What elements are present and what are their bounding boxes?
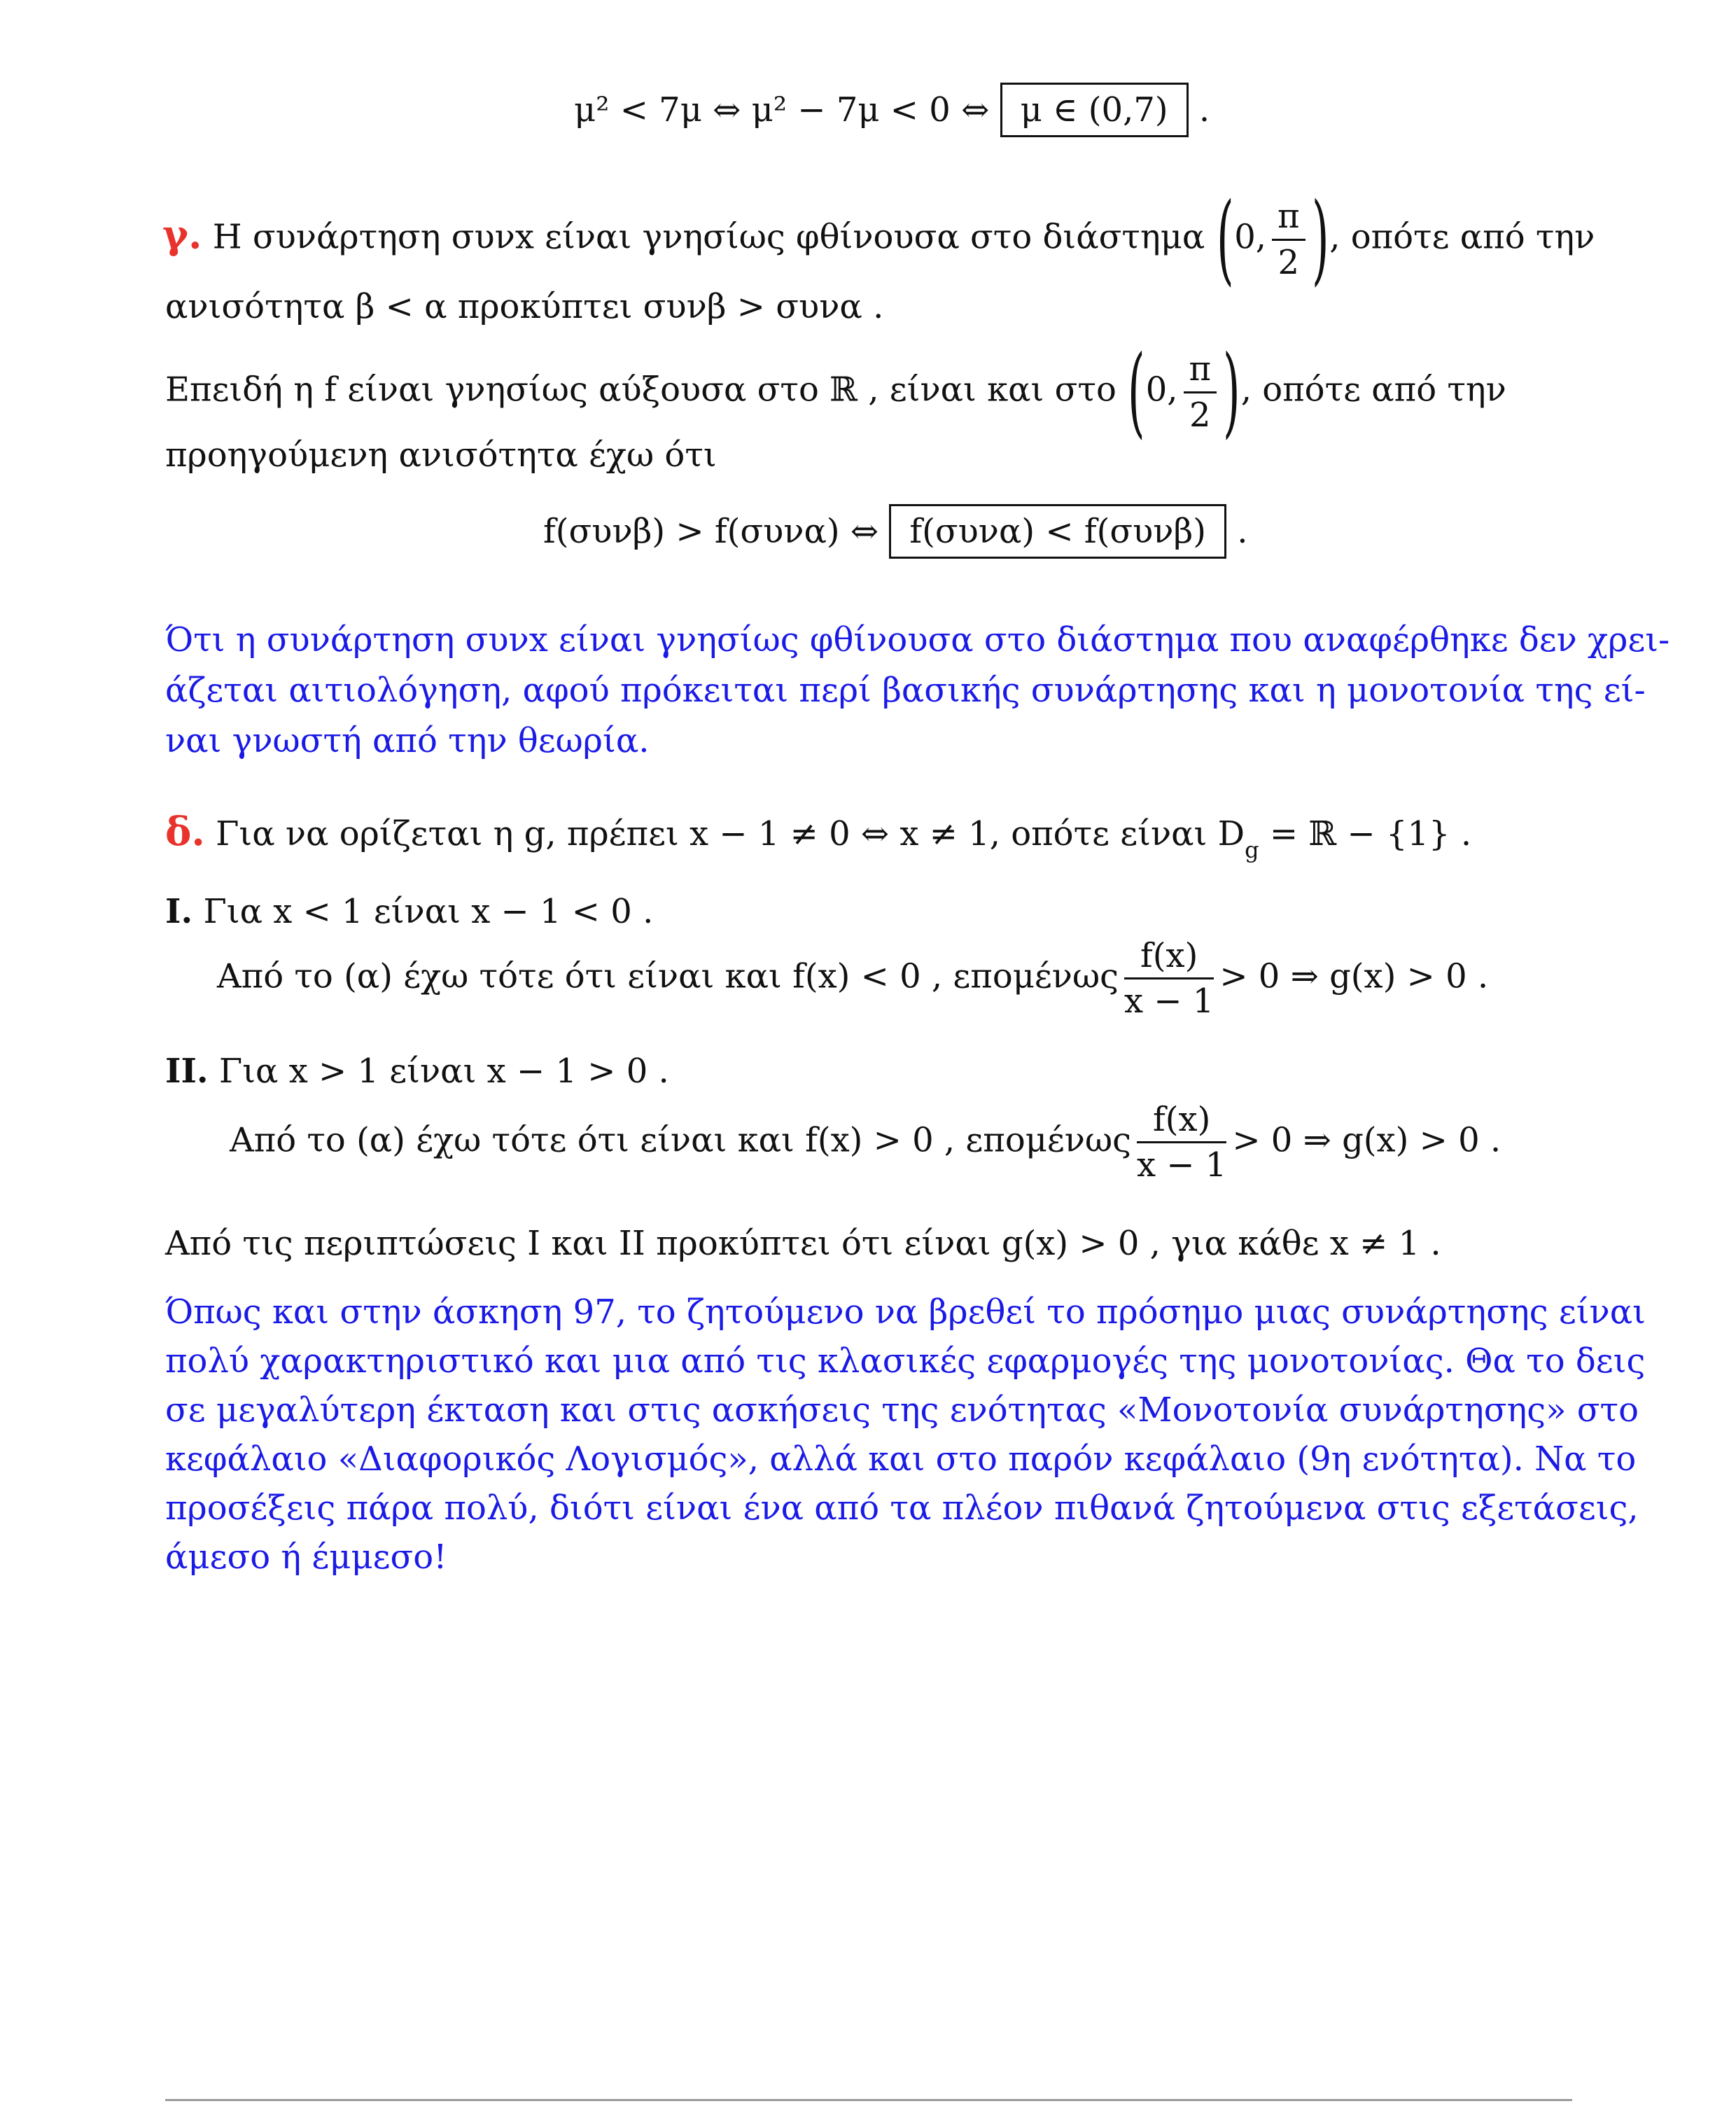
note1-line-3: ναι γνωστή από την θεωρία. [165,721,650,760]
delta-line [165,809,1472,863]
gamma-line-1 [162,182,1595,296]
note1-line-2: άζεται αιτιολόγηση, αφού πρόκειται περί βασικής συνάρτησης και η μονοτονία της εί- [165,671,1646,710]
note2-line-5: προσέξεις πάρα πολύ, διότι είναι ένα από τα πλέον πιθανά ζητούμενα στις εξετάσεις, [165,1488,1639,1528]
note2-line-3: σε μεγαλύτερη έκταση και στις ασκήσεις της ενότητας «Μονοτονία συνάρτησης» στο [165,1390,1639,1430]
fraction-denominator: x − 1 [1136,1145,1227,1185]
case1-text: Για x < 1 είναι x − 1 < 0 . [203,892,654,931]
delta-text-b: = ℝ − {1} . [1259,814,1472,853]
fraction-numerator: f(x) [1137,1102,1226,1143]
fraction-numerator: π [1184,351,1217,393]
note2-line-1: Όπως και στην άσκηση 97, το ζητούμενο να βρεθεί το πρόσημο μιας συνάρτησης είναι [165,1292,1646,1332]
note2-line-6: άμεσο ή έμμεσο! [165,1537,447,1577]
case2-label: II. [165,1052,209,1091]
epeidi-line-2: προηγούμενη ανισότητα έχω ότι [165,435,717,475]
delta-marker: δ. [165,809,205,855]
case2-line2b: > 0 ⇒ g(x) > 0 . [1232,1120,1502,1160]
footer-divider [165,2099,1572,2101]
equation-mu-range [574,83,1210,137]
interval-left: 0, [1145,370,1178,410]
fraction-pi-over-2 [1184,351,1217,433]
boxed-result-f: f(συνα) < f(συνβ) [889,504,1226,559]
equation-mu-period: . [1198,90,1210,130]
paren-close: ) [1223,335,1240,449]
fraction-denominator: 2 [1278,242,1300,282]
epeidi-line-1 [165,335,1506,449]
equation-f-prefix: f(συνβ) > f(συνα) ⇔ [543,512,879,551]
case1-line-1 [165,892,654,931]
fraction-numerator: f(x) [1124,938,1214,979]
fraction-numerator: π [1272,199,1306,240]
fraction-denominator: x − 1 [1124,982,1214,1021]
fraction-denominator: 2 [1189,395,1211,435]
epeidi-text-1a: Επειδή η f είναι γνησίως αύξουσα στο ℝ , είναι και στο [165,370,1116,410]
equation-f-ineq [543,504,1247,559]
case1-line2a: Από το (α) έχω τότε ότι είναι και f(x) < 0 , επομένως [217,956,1119,996]
gamma-text-1a: Η συνάρτηση συνx είναι γνησίως φθίνουσα στο διάστημα [212,217,1205,257]
case2-line2a: Από το (α) έχω τότε ότι είναι και f(x) > 0 , επομένως [230,1120,1131,1160]
paren-close: ) [1311,182,1329,296]
case1-label: I. [165,892,193,931]
case1-line2b: > 0 ⇒ g(x) > 0 . [1219,956,1489,996]
fraction-fx-over-x-minus-1 [1137,1102,1226,1183]
note2-line-4: κεφάλαιο «Διαφορικός Λογισμός», αλλά και στο παρόν κεφάλαιο (9η ενότητα). Να το [165,1439,1637,1479]
gamma-marker: γ. [162,211,202,258]
gamma-text-1b: , οπότε από την [1329,217,1595,257]
case2-line-1 [165,1052,669,1091]
case1-line-2 [217,938,1488,1019]
equation-f-period: . [1237,512,1248,551]
fraction-pi-over-2 [1272,199,1306,280]
note1-line-1: Ότι η συνάρτηση συνx είναι γνησίως φθίνουσα στο διάστημα που αναφέρθηκε δεν χρει- [165,620,1670,660]
case2-line-2 [230,1102,1501,1183]
equation-mu-prefix: μ² < 7μ ⇔ μ² − 7μ < 0 ⇔ [574,90,990,130]
domain-subscript: g [1245,837,1259,863]
boxed-result-mu: μ ∈ (0,7) [1000,83,1189,137]
note2-line-2: πολύ χαρακτηριστικό και μια από τις κλασικές εφαρμογές της μονοτονίας. Θα το δεις [165,1341,1646,1381]
epeidi-text-1b: , οπότε από την [1240,370,1506,410]
fraction-fx-over-x-minus-1 [1124,938,1214,1019]
case2-text: Για x > 1 είναι x − 1 > 0 . [218,1052,669,1091]
paren-open: ( [1216,182,1234,296]
gamma-line-2: ανισότητα β < α προκύπτει συνβ > συνα . [165,287,884,326]
conclusion-line: Από τις περιπτώσεις I και II προκύπτει ότι είναι g(x) > 0 , για κάθε x ≠ 1 . [165,1224,1441,1263]
interval-left: 0, [1234,217,1267,257]
delta-text-a: Για να ορίζεται η g, πρέπει x − 1 ≠ 0 ⇔ x ≠ 1, οπότε είναι D [216,814,1245,853]
paren-open: ( [1128,335,1145,449]
